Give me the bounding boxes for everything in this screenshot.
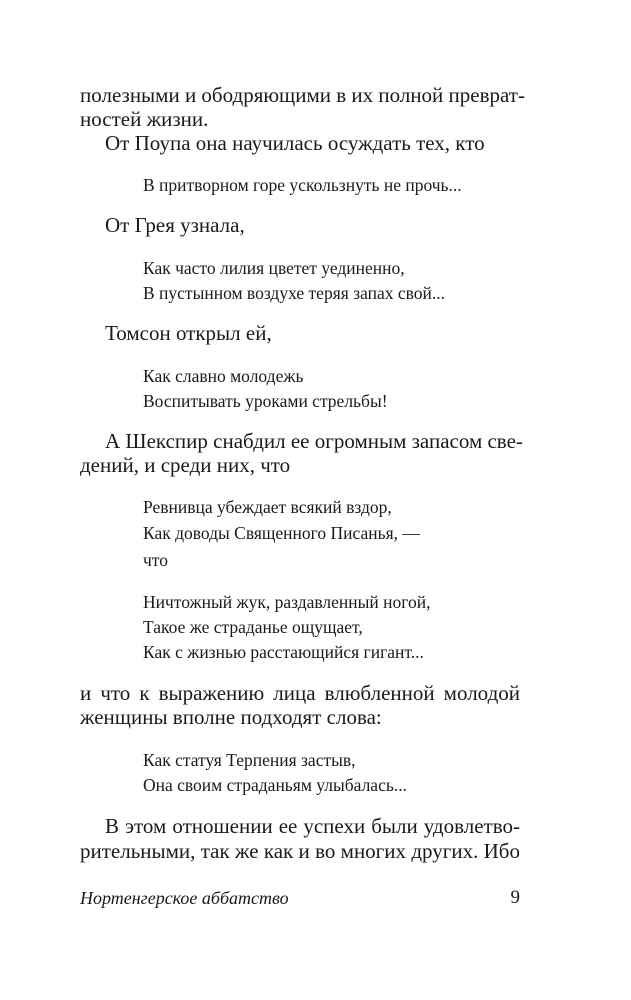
running-title: Нортенгерское аббатство <box>80 888 289 908</box>
verse-line: В притворном горе ускользнуть не прочь... <box>143 175 462 195</box>
verse-line: Воспитывать уроками стрельбы! <box>143 391 388 411</box>
paragraph-line: и что к выражению лица влюбленной молодой <box>80 681 520 705</box>
verse-line: Ничтожный жук, раздавленный ногой, <box>143 592 431 612</box>
verse-line: Как с жизнью расстающийся гигант... <box>143 642 424 662</box>
paragraph-line: дений, и среди них, что <box>80 453 291 477</box>
paragraph-line: полезными и ободряющими в их полной преврат- <box>80 83 525 107</box>
verse-line: что <box>143 550 168 570</box>
verse-line: Как доводы Священного Писанья, — <box>143 523 420 543</box>
verse-line: В пустынном воздухе теряя запах свой... <box>143 283 446 303</box>
paragraph-line: От Грея узнала, <box>105 213 245 237</box>
paragraph-line: рительными, так же как и во многих других. Ибо <box>80 839 520 863</box>
verse-line: Как славно молодежь <box>143 366 304 386</box>
verse-line: Такое же страданье ощущает, <box>143 617 363 637</box>
paragraph-line: ностей жизни. <box>80 107 209 131</box>
verse-line: Она своим страданьям улыбалась... <box>143 775 407 795</box>
paragraph-line: От Поупа она научилась осуждать тех, кто <box>105 131 485 155</box>
verse-line: Как статуя Терпения застыв, <box>143 750 356 770</box>
paragraph-line: В этом отношении ее успехи были удовлетво- <box>105 814 520 838</box>
verse-line: Как часто лилия цветет уединенно, <box>143 258 405 278</box>
paragraph-line: женщины вполне подходят слова: <box>80 705 382 729</box>
verse-line: Ревнивца убеждает всякий вздор, <box>143 497 392 517</box>
paragraph-line: А Шекспир снабдил ее огромным запасом све- <box>105 429 523 453</box>
page-number: 9 <box>510 887 520 908</box>
paragraph-line: Томсон открыл ей, <box>105 321 272 345</box>
